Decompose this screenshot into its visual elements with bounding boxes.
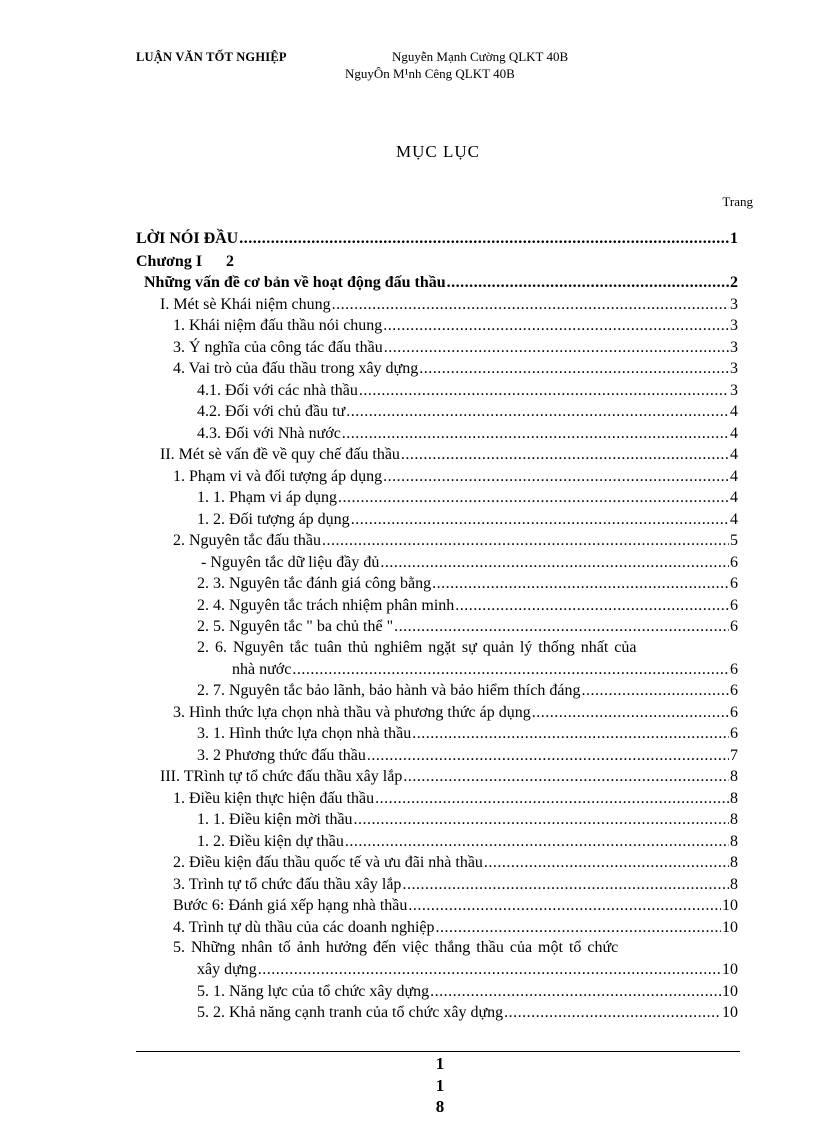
toc-entry-text: II. Mét sè vấn đề về quy chế đấu thầu (160, 446, 400, 463)
toc-entry-page: 8 (730, 876, 738, 893)
toc-entry[interactable] (173, 360, 738, 382)
footer-page-number: 1 (435, 1076, 445, 1095)
toc-entry-text: - Nguyên tắc dữ liệu đầy đủ (201, 554, 380, 571)
toc-entry[interactable] (173, 468, 738, 490)
toc-entry-page: 3 (730, 382, 738, 399)
toc-entry-text-wrap[interactable]: 2. 6. Nguyên tắc tuân thủ nghiêm ngặt sự quản lý thống nhất của (197, 639, 637, 656)
toc-leader (447, 274, 729, 292)
toc-leader (432, 575, 729, 593)
toc-entry-text: Những vấn đề cơ bản về hoạt động đấu thầu (144, 274, 446, 291)
toc-entry-page: 3 (730, 296, 738, 313)
toc-entry[interactable] (197, 811, 738, 833)
header-thesis-label: LUẬN VĂN TỐT NGHIỆP (136, 50, 287, 64)
toc-entry[interactable] (197, 961, 738, 983)
toc-entry-text: xây dựng (197, 961, 257, 978)
toc-entry-page: 6 (730, 618, 738, 635)
toc-leader (408, 897, 721, 915)
toc-leader (419, 360, 729, 378)
toc-entry-page: 4 (730, 446, 738, 463)
toc-leader (384, 339, 729, 357)
page-title: MỤC LỤC (396, 142, 480, 161)
toc-entry[interactable] (197, 747, 738, 769)
toc-entry-page: 6 (730, 554, 738, 571)
toc-entry-page: 8 (730, 768, 738, 785)
toc-entry-page: 8 (730, 854, 738, 871)
toc-entry-text: nhà nước (232, 661, 292, 678)
toc-leader (504, 1004, 721, 1022)
toc-leader (346, 403, 729, 421)
toc-leader (383, 317, 729, 335)
toc-entry-page: 3 (730, 339, 738, 356)
toc-entry-page: 3 (730, 317, 738, 334)
toc-leader (380, 554, 729, 572)
toc-entry-text: 3. Trình tự tổ chức đấu thầu xây lắp (173, 876, 402, 893)
toc-entry-page: 4 (730, 468, 738, 485)
toc-entry[interactable] (136, 230, 738, 252)
footer-page-number: 1 (435, 1054, 445, 1073)
toc-entry-page: 3 (730, 360, 738, 377)
toc-entry[interactable] (173, 876, 738, 898)
toc-leader (394, 618, 729, 636)
toc-entry[interactable] (197, 489, 738, 511)
toc-leader (383, 468, 729, 486)
toc-entry[interactable] (197, 382, 738, 404)
toc-entry[interactable] (160, 768, 738, 790)
toc-entry-page: 4 (730, 511, 738, 528)
toc-entry[interactable] (197, 682, 738, 704)
toc-entry-text: 1. Điều kiện thực hiện đấu thầu (173, 790, 375, 807)
toc-entry-text: 2. 5. Nguyên tắc " ba chủ thể " (197, 618, 394, 635)
header-author-line-legacy-font: NguyÔn M¹nh Cêng QLKT 40B (345, 66, 515, 81)
toc-entry-page: 6 (730, 682, 738, 699)
toc-entry-text: 2. Điều kiện đấu thầu quốc tế và ưu đãi nhà thầu (173, 854, 483, 871)
toc-entry-page: 7 (730, 747, 738, 764)
toc-entry-page: 6 (730, 575, 738, 592)
toc-entry-text: 4.3. Đối với Nhà nước (197, 425, 341, 442)
toc-entry-text: Bước 6: Đánh giá xếp hạng nhà thầu (173, 897, 408, 914)
toc-leader (322, 532, 729, 550)
toc-entry[interactable] (197, 983, 738, 1005)
toc-entry[interactable] (197, 725, 738, 747)
toc-leader (532, 704, 729, 722)
toc-entry[interactable] (173, 704, 738, 726)
header-author-line: Nguyễn Mạnh Cường QLKT 40B (392, 49, 569, 64)
toc-leader (430, 983, 721, 1001)
toc-entry-page: 8 (730, 833, 738, 850)
toc-entry[interactable] (197, 511, 738, 533)
toc-leader (258, 961, 721, 979)
toc-entry-page: 10 (722, 1004, 738, 1021)
toc-entry-text: 5. 2. Khả năng cạnh tranh của tổ chức xây dựng (197, 1004, 504, 1021)
toc-entry-page: 10 (722, 961, 738, 978)
toc-leader (581, 682, 729, 700)
toc-entry[interactable] (197, 425, 738, 447)
toc-entry[interactable] (232, 661, 738, 683)
footer-divider (136, 1051, 740, 1052)
toc-leader (332, 296, 729, 314)
toc-entry-text: 1. 2. Điều kiện dự thầu (197, 833, 344, 850)
toc-entry[interactable] (197, 1004, 738, 1026)
toc-entry-text: 3. 1. Hình thức lựa chọn nhà thầu (197, 725, 412, 742)
toc-entry[interactable] (173, 790, 738, 812)
toc-entry-text: 4.1. Đối với các nhà thầu (197, 382, 358, 399)
toc-entry-text: III. TRình tự tổ chức đấu thầu xây lắp (160, 768, 403, 785)
toc-entry[interactable] (197, 833, 738, 855)
toc-entry[interactable] (173, 339, 738, 361)
toc-entry-text: 4.2. Đối với chủ đầu tư (197, 403, 346, 420)
toc-entry-text: 3. 2 Phương thức đấu thầu (197, 747, 366, 764)
toc-entry[interactable] (197, 618, 738, 640)
toc-entry-text: 5. 1. Năng lực của tổ chức xây dựng (197, 983, 430, 1000)
toc-entry-text: LỜI NÓI ĐẦU (136, 230, 239, 247)
toc-entry-text: 1. 1. Phạm vi áp dụng (197, 489, 337, 506)
toc-leader (484, 854, 729, 872)
toc-leader (375, 790, 729, 808)
toc-entry-text: 3. Ý nghĩa của công tác đấu thầu (173, 339, 383, 356)
toc-entry-page: 4 (730, 403, 738, 420)
toc-entry[interactable] (201, 554, 738, 576)
toc-leader (239, 230, 729, 248)
toc-entry-text: I. Mét sè Khái niệm chung (160, 296, 331, 313)
toc-entry-text: 3. Hình thức lựa chọn nhà thầu và phương thức áp dụng (173, 704, 531, 721)
toc-entry-page: 4 (730, 425, 738, 442)
toc-leader (342, 425, 729, 443)
toc-entry-text: 4. Vai trò của đấu thầu trong xây dựng (173, 360, 419, 377)
toc-entry[interactable] (197, 575, 738, 597)
toc-entry-text: 2. 4. Nguyên tắc trách nhiệm phân minh (197, 597, 455, 614)
toc-entry[interactable] (160, 296, 738, 318)
toc-entry-page: 8 (730, 790, 738, 807)
toc-entry[interactable] (173, 919, 738, 941)
toc-entry-text: 1. 1. Điều kiện mời thầu (197, 811, 353, 828)
toc-leader (401, 446, 729, 464)
toc-entry-page: 10 (722, 983, 738, 1000)
toc-entry-text: 1. 2. Đối tượng áp dụng (197, 511, 350, 528)
toc-entry-text: 1. Khái niệm đấu thầu nói chung (173, 317, 383, 334)
toc-entry-text: 2. 3. Nguyên tắc đánh giá công bằng (197, 575, 432, 592)
toc-leader (402, 876, 729, 894)
toc-entry-page: 6 (730, 661, 738, 678)
toc-entry-page: 6 (730, 704, 738, 721)
toc-entry[interactable] (173, 854, 738, 876)
toc-leader (292, 661, 729, 679)
toc-entry-page: 10 (722, 919, 738, 936)
toc-entry-page: 8 (730, 811, 738, 828)
toc-entry-page: 4 (730, 489, 738, 506)
toc-chapter-heading[interactable]: Chương I 2 (136, 253, 235, 270)
toc-entry[interactable] (197, 403, 738, 425)
toc-leader (403, 768, 729, 786)
toc-leader (455, 597, 729, 615)
toc-leader (351, 511, 729, 529)
toc-leader (359, 382, 729, 400)
toc-entry-text: 1. Phạm vi và đối tượng áp dụng (173, 468, 383, 485)
toc-entry-text: 2. 7. Nguyên tắc bảo lãnh, bảo hành và bảo hiểm thích đáng (197, 682, 581, 699)
toc-entry-page: 6 (730, 597, 738, 614)
toc-leader (436, 919, 721, 937)
toc-leader (412, 725, 729, 743)
footer-page-number: 8 (435, 1097, 445, 1116)
toc-leader (354, 811, 729, 829)
toc-entry[interactable] (160, 446, 738, 468)
toc-entry[interactable] (173, 317, 738, 339)
toc-entry[interactable] (197, 597, 738, 619)
toc-entry-text: 2. Nguyên tắc đấu thầu (173, 532, 321, 549)
toc-entry-page: 5 (730, 532, 738, 549)
toc-entry-page: 1 (730, 230, 738, 247)
page-column-label: Trang (722, 194, 753, 209)
toc-entry[interactable] (144, 274, 738, 296)
toc-entry-page: 6 (730, 725, 738, 742)
toc-entry-text-wrap[interactable]: 5. Những nhân tố ảnh hưởng đến việc thắng thầu của một tổ chức (173, 939, 619, 956)
toc-entry[interactable] (173, 897, 738, 919)
toc-leader (345, 833, 729, 851)
toc-entry-text: 4. Trình tự dù thầu của các doanh nghiệp (173, 919, 435, 936)
toc-entry[interactable] (173, 532, 738, 554)
toc-leader (367, 747, 729, 765)
toc-entry-page: 2 (730, 274, 738, 291)
toc-entry-page: 10 (722, 897, 738, 914)
toc-leader (338, 489, 729, 507)
